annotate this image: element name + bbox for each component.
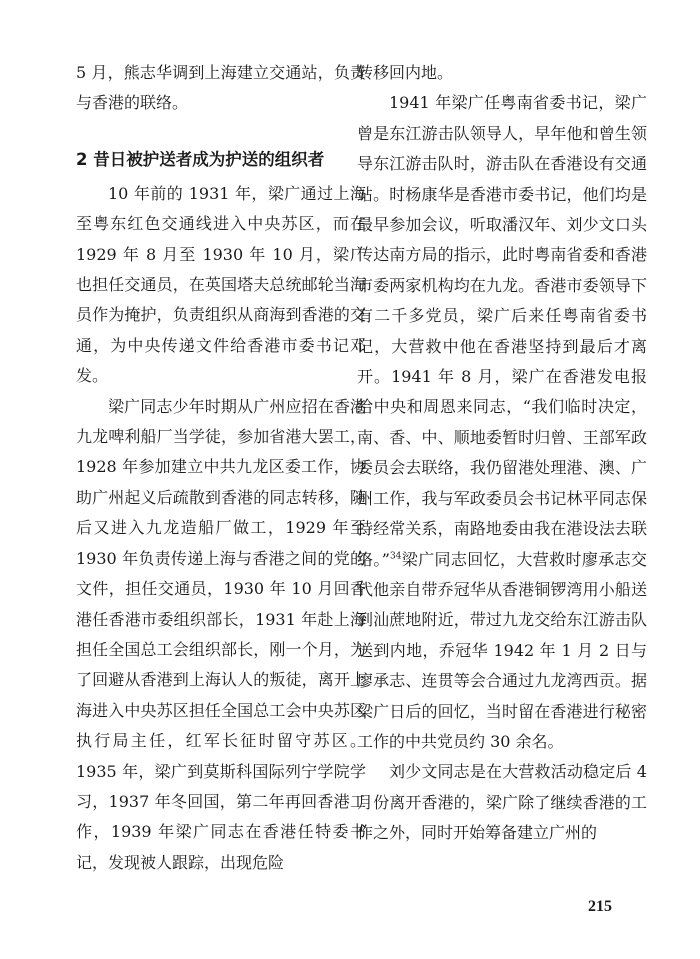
section-heading: 2 昔日被护送者成为护送的组织者 [76,149,325,169]
paragraph-continued: 转移回内地。 [357,63,454,82]
right-column [357,58,647,849]
paragraph-text: 梁广同志回忆，大营救时廖承志交代他亲自带乔冠华从香港铜锣湾用小船送到汕蔗地附近，带过九龙交给东江游击队送到内地，乔冠华 1942 年 1 月 2 日与廖承志、连贯等会合通过九龙湾西贡。据梁广日后的回忆，当时留在香港进行秘密工作的中共党员约 30 余名。 [357,549,647,751]
paragraph-continued: 5 月，熊志华调到上海建立交通站，负责与香港的联络。 [76,63,366,113]
paragraph [357,88,647,757]
paragraph: 10 年前的 1931 年，梁广通过上海至粤东红色交通线进入中央苏区，而在 1929 年 8 月至 1930 年 10 月，梁广也担任交通员，在英国塔夫总统邮轮当海员作为掩护，负责组织从商海到香港的交通，为中央传递文件给香港市委书记邓发。 [76,183,366,386]
paragraph-text: 1941 年梁广任粤南省委书记，梁广曾是东江游击队领导人，早年他和曾生领导东江游击队时，游击队在香港设有交通站。时杨康华是香港市委书记，他们均是最早参加会议，听取潘汉年、刘少文口头传达南方局的指示，此时粤南省委和香港市委两家机构均在九龙。香港市委领导下有二千多党员，梁广后来任粤南省委书记，大营救中他在香港坚持到最后才离开。1941 年 8 月，梁广在香港发电报给中央和周恩来同志，“我们临时决定，南、香、中、顺地委暂时归曾、王部军政委员会去联络，我仍留港处理港、澳、广州工作，我与军政委员会书记林平同志保持经常关系，南路地委由我在港设法去联络。” [357,93,647,569]
paragraph: 刘少文同志是在大营救活动稳定后 4 月份离开香港的，梁广除了继续香港的工作之外，同时开始筹备建立广州的 [357,762,647,843]
page-number: 215 [588,898,612,915]
left-column [76,58,366,878]
paragraph: 梁广同志少年时期从广州应招在香港九龙啤利船厂当学徒，参加省港大罢工，1928 年参加建立中共九龙区委工作，协助广州起义后疏散到香港的同志转移，随后又进入九龙造船厂做工，1929 年至 1930 年负责传递上海与香港之间的党的文件，担任交通员，1930 年 10 月回香港任香港市委组织部长，1931 年赴上海担任全国总工会组织部长，刚一个月，为了回避从香港到上海认人的叛徒，离开上海进入中央苏区担任全国总工会中央苏区执行局主任，红军长征时留守苏区。1935 年，梁广到莫斯科国际列宁学院学习，1937 年冬回国，第二年再回香港工作，1939 年梁广同志在香港任特委书记，发现被人跟踪，出现危险 [76,396,366,872]
footnote-reference: 34 [389,551,402,562]
